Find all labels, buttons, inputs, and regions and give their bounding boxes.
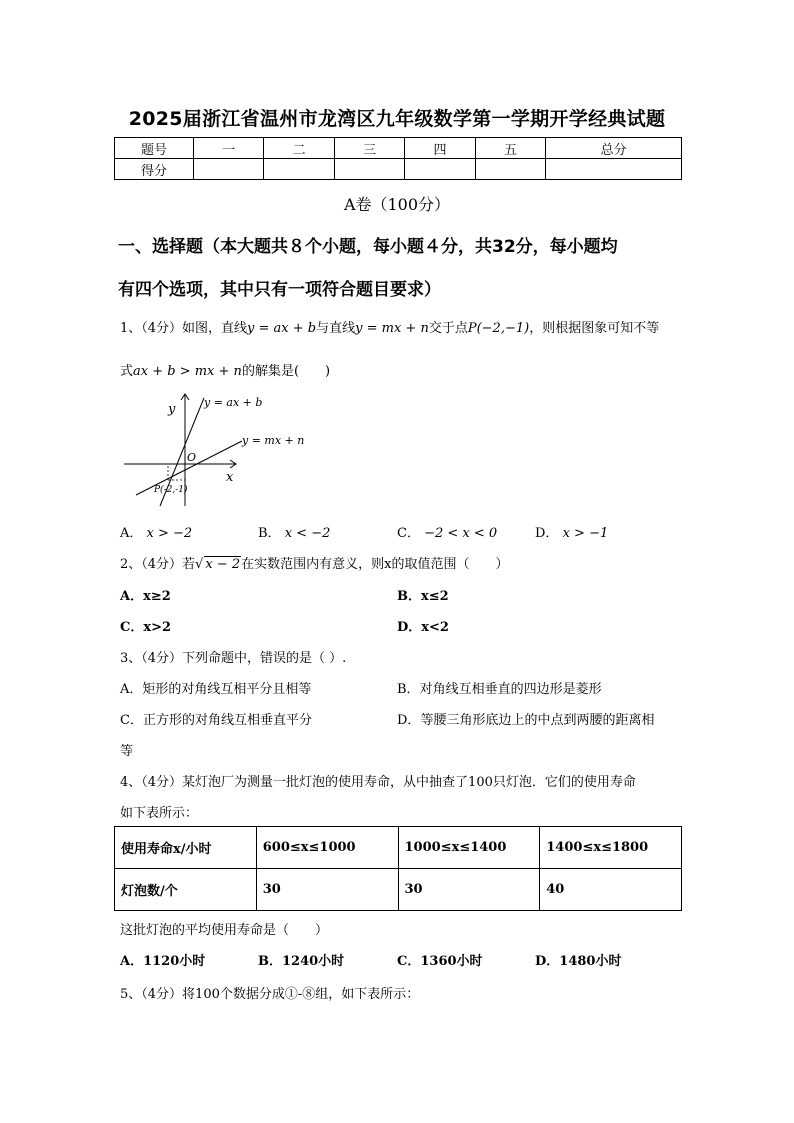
option-letter: B． <box>258 954 282 969</box>
option-letter: B． <box>397 589 421 604</box>
option-text: x≥2 <box>143 589 171 604</box>
option-letter: D． <box>397 713 421 728</box>
q2-stem <box>120 553 508 572</box>
score-table-score-row <box>115 159 682 180</box>
score-table <box>114 137 682 180</box>
graph-point-label: P(-2,-1) <box>154 485 188 495</box>
option-text: 矩形的对角线互相平分且相等 <box>142 682 312 697</box>
option-letter: B． <box>397 682 420 697</box>
score-row-label: 得分 <box>115 159 194 180</box>
table-row <box>115 869 682 911</box>
q2-option-d[interactable] <box>397 616 449 635</box>
lifespan-table <box>114 826 682 911</box>
q2-option-b[interactable] <box>397 585 449 604</box>
option-letter: A． <box>120 682 143 697</box>
graph-origin-label: O <box>187 451 197 464</box>
q1-graph <box>118 388 318 513</box>
option-text: x>2 <box>143 620 172 635</box>
q4-option-d[interactable] <box>535 950 621 969</box>
q1-line2-eq: y = mx + n <box>355 321 429 336</box>
score-cell[interactable] <box>475 159 545 180</box>
score-header-cell: 五 <box>475 138 545 159</box>
q4-option-a[interactable] <box>120 950 205 969</box>
page-title: 2025届浙江省温州市龙湾区九年级数学第一学期开学经典试题 <box>128 108 666 130</box>
score-header-cell: 总分 <box>546 138 682 159</box>
sqrt-icon: √ <box>195 557 204 572</box>
score-table-header-row <box>115 138 682 159</box>
q3-option-a[interactable] <box>120 678 311 697</box>
option-text: x < −2 <box>284 526 331 541</box>
q1-inequality: ax + b > mx + n <box>133 364 242 379</box>
q4-question: 这批灯泡的平均使用寿命是（ ） <box>120 923 329 938</box>
option-letter: C． <box>397 954 421 969</box>
score-header-cell: 一 <box>194 138 264 159</box>
score-cell[interactable] <box>264 159 334 180</box>
table-cell: 灯泡数/个 <box>115 869 257 911</box>
option-letter: C． <box>120 713 143 728</box>
option-letter: D． <box>535 954 560 969</box>
part-heading-line2: 有四个选项，其中只有一项符合题目要求） <box>118 280 441 300</box>
option-text: 1240小时 <box>282 954 345 969</box>
q1-line2-suffix: 的解集是( ) <box>241 364 331 379</box>
table-cell: 1400≤x≤1800 <box>540 827 682 869</box>
score-header-cell: 题号 <box>115 138 194 159</box>
q1-line1-eq: y = ax + b <box>247 321 317 336</box>
option-letter: A． <box>120 589 144 604</box>
score-header-cell: 二 <box>264 138 334 159</box>
option-text: −2 < x < 0 <box>424 526 498 541</box>
q2-prefix: 2、（4分）若 <box>120 557 196 572</box>
q3-option-b[interactable] <box>397 678 602 697</box>
option-text: 正方形的对角线互相垂直平分 <box>142 713 312 728</box>
table-cell: 30 <box>398 869 540 911</box>
q4-stem-line2: 如下表所示： <box>120 806 199 821</box>
q4-option-b[interactable] <box>258 950 344 969</box>
option-text: 对角线互相垂直的四边形是菱形 <box>419 682 602 697</box>
table-cell: 40 <box>540 869 682 911</box>
graph-line2-label: y = mx + n <box>242 434 305 447</box>
score-header-cell: 三 <box>334 138 404 159</box>
q1-after: 交于点 <box>428 321 468 336</box>
q2-radicand: x − 2 <box>205 557 241 572</box>
line-mx-n <box>136 441 242 495</box>
option-letter: C． <box>120 620 144 635</box>
q1-stem <box>120 317 659 336</box>
q1-line2-prefix: 式 <box>120 364 134 379</box>
option-text: x > −2 <box>146 526 193 541</box>
option-text: 1480小时 <box>559 954 622 969</box>
graph-y-label: y <box>168 402 176 417</box>
option-text: x≤2 <box>421 589 449 604</box>
q1-tail: ，则根据图象可知不等 <box>529 321 660 336</box>
q1-option-a[interactable] <box>120 522 192 541</box>
score-cell[interactable] <box>334 159 404 180</box>
q1-option-d[interactable] <box>535 522 608 541</box>
score-cell[interactable] <box>405 159 475 180</box>
q4-stem-line1: 4、（4分）某灯泡厂为测量一批灯泡的使用寿命，从中抽查了100只灯泡．它们的使用寿命 <box>120 775 636 790</box>
option-text: 等腰三角形底边上的中点到两腰的距离相 <box>420 713 655 728</box>
q3-option-c[interactable] <box>120 709 312 728</box>
score-cell[interactable] <box>194 159 264 180</box>
q1-mid: 与直线 <box>316 321 356 336</box>
part-heading-line1: 一、选择题（本大题共８个小题，每小题４分，共32分，每小题均 <box>118 237 618 257</box>
q1-option-c[interactable] <box>397 522 497 541</box>
q1-prefix: 1、（4分）如图，直线 <box>120 321 248 336</box>
table-row <box>115 827 682 869</box>
table-cell: 30 <box>256 869 398 911</box>
option-letter: A． <box>120 526 143 541</box>
q3-stem: 3、（4分）下列命题中，错误的是（ ）. <box>120 651 347 666</box>
option-letter: D． <box>535 526 559 541</box>
option-letter: D． <box>397 620 422 635</box>
q2-option-a[interactable] <box>120 585 171 604</box>
option-letter: A． <box>120 954 144 969</box>
option-letter: C． <box>397 526 420 541</box>
option-letter: B． <box>258 526 281 541</box>
q1-stem-line2 <box>120 360 330 379</box>
score-cell[interactable] <box>546 159 682 180</box>
q3-option-d-wrap: 等 <box>120 744 134 759</box>
q3-option-d[interactable] <box>397 709 654 728</box>
option-text: x > −1 <box>562 526 609 541</box>
q2-option-c[interactable] <box>120 616 171 635</box>
q4-option-c[interactable] <box>397 950 483 969</box>
option-text: 1120小时 <box>143 954 206 969</box>
q5-stem: 5、（4分）将100个数据分成①-⑧组，如下表所示： <box>120 987 420 1002</box>
option-text: x<2 <box>421 620 449 635</box>
graph-line1-label: y = ax + b <box>204 396 263 409</box>
graph-x-label: x <box>226 470 234 485</box>
q1-point: P(−2,−1) <box>467 321 530 336</box>
q2-suffix: 在实数范围内有意义，则x的取值范围（ ） <box>241 557 509 572</box>
table-cell: 1000≤x≤1400 <box>398 827 540 869</box>
score-header-cell: 四 <box>405 138 475 159</box>
section-title: A卷（100分） <box>343 195 451 214</box>
option-text: 1360小时 <box>420 954 483 969</box>
q1-option-b[interactable] <box>258 522 330 541</box>
table-cell: 600≤x≤1000 <box>256 827 398 869</box>
table-cell: 使用寿命x/小时 <box>115 827 257 869</box>
